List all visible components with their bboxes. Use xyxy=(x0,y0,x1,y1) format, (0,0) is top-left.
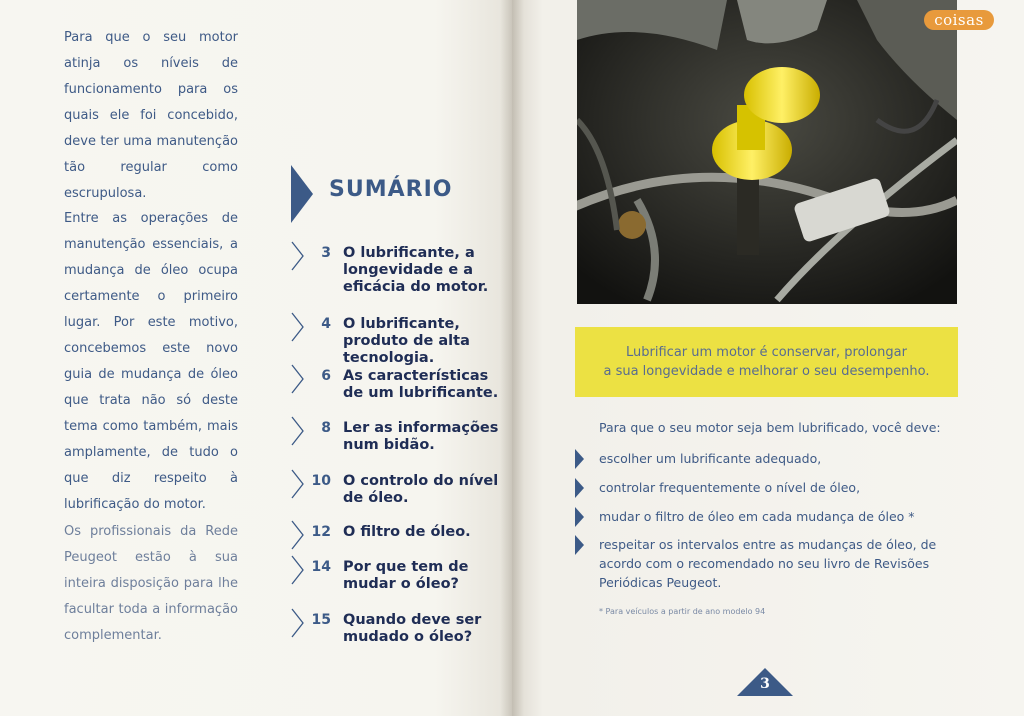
bullet-triangle-icon xyxy=(575,507,584,527)
toc-title: Quando deve ser mudado o óleo? xyxy=(343,612,482,645)
intro-paragraph-2: Entre as operações de manutenção essenciais, a mudança de óleo ocupa certamente o primeiro lugar. Por este motivo, concebemos este novo guia de mudança de óleo que trata não só deste tema como também, mais amplamente, de tudo o que diz respeito à lubrificação do motor. xyxy=(64,211,238,512)
chevron-right-icon xyxy=(291,241,305,271)
toc-title: O lubrificante, a longevidade e a eficácia do motor. xyxy=(343,245,489,295)
summary-arrow-icon xyxy=(291,165,313,223)
footnote: * Para veículos a partir de ano modelo 94 xyxy=(599,607,766,616)
toc-page-number: 8 xyxy=(321,420,331,436)
toc-page-number: 12 xyxy=(311,524,331,540)
coisas-logo-badge: coisas xyxy=(924,10,994,30)
toc-page-number: 4 xyxy=(321,316,331,332)
list-item-text: escolher um lubrificante adequado, xyxy=(599,451,822,466)
intro-paragraph-3: Os profissionais da Rede Peugeot estão à sua inteira disposição para lhe facultar toda a informação complementar. xyxy=(64,524,238,643)
chevron-right-icon xyxy=(291,555,305,585)
chevron-right-icon xyxy=(291,469,305,499)
toc-page-number: 14 xyxy=(311,559,331,575)
right-intro-text: Para que o seu motor seja bem lubrificado, você deve: xyxy=(599,420,941,435)
toc-title: As características de um lubrificante. xyxy=(343,368,499,401)
bullet-triangle-icon xyxy=(575,478,584,498)
toc-title: O lubrificante, produto de alta tecnologia. xyxy=(343,316,470,366)
toc-title: Por que tem de mudar o óleo? xyxy=(343,559,469,592)
chevron-right-icon xyxy=(291,416,305,446)
bullet-triangle-icon xyxy=(575,449,584,469)
page-number: 3 xyxy=(760,676,770,692)
list-item-text: respeitar os intervalos entre as mudanças de óleo, de acordo com o recomendado no seu livro de Revisões Periódicas Peugeot. xyxy=(599,537,937,590)
highlight-box xyxy=(575,327,958,397)
toc-page-number: 10 xyxy=(311,473,331,489)
chevron-right-icon xyxy=(291,608,305,638)
list-item-text: controlar frequentemente o nível de óleo, xyxy=(599,480,861,495)
intro-paragraph-1: Para que o seu motor atinja os níveis de funcionamento para os quais ele foi concebido, deve ter uma manutenção tão regular como escrupulosa. xyxy=(64,30,238,201)
toc-title: O filtro de óleo. xyxy=(343,524,471,540)
chevron-right-icon xyxy=(291,520,305,550)
chevron-right-icon xyxy=(291,364,305,394)
list-item-text: mudar o filtro de óleo em cada mudança de óleo * xyxy=(599,509,915,524)
toc-title: Ler as informações num bidão. xyxy=(343,420,499,453)
summary-title: SUMÁRIO xyxy=(329,177,453,202)
toc-page-number: 15 xyxy=(311,612,331,628)
toc-title: O controlo do nível de óleo. xyxy=(343,473,499,506)
page-number-badge xyxy=(737,668,793,696)
bullet-triangle-icon xyxy=(575,535,584,555)
chevron-right-icon xyxy=(291,312,305,342)
toc-page-number: 6 xyxy=(321,368,331,384)
toc-page-number: 3 xyxy=(321,245,331,261)
engine-photo xyxy=(577,0,957,304)
highlight-line-1: Lubrificar um motor é conservar, prolongar xyxy=(626,345,907,360)
highlight-line-2: a sua longevidade e melhorar o seu desempenho. xyxy=(603,364,930,379)
